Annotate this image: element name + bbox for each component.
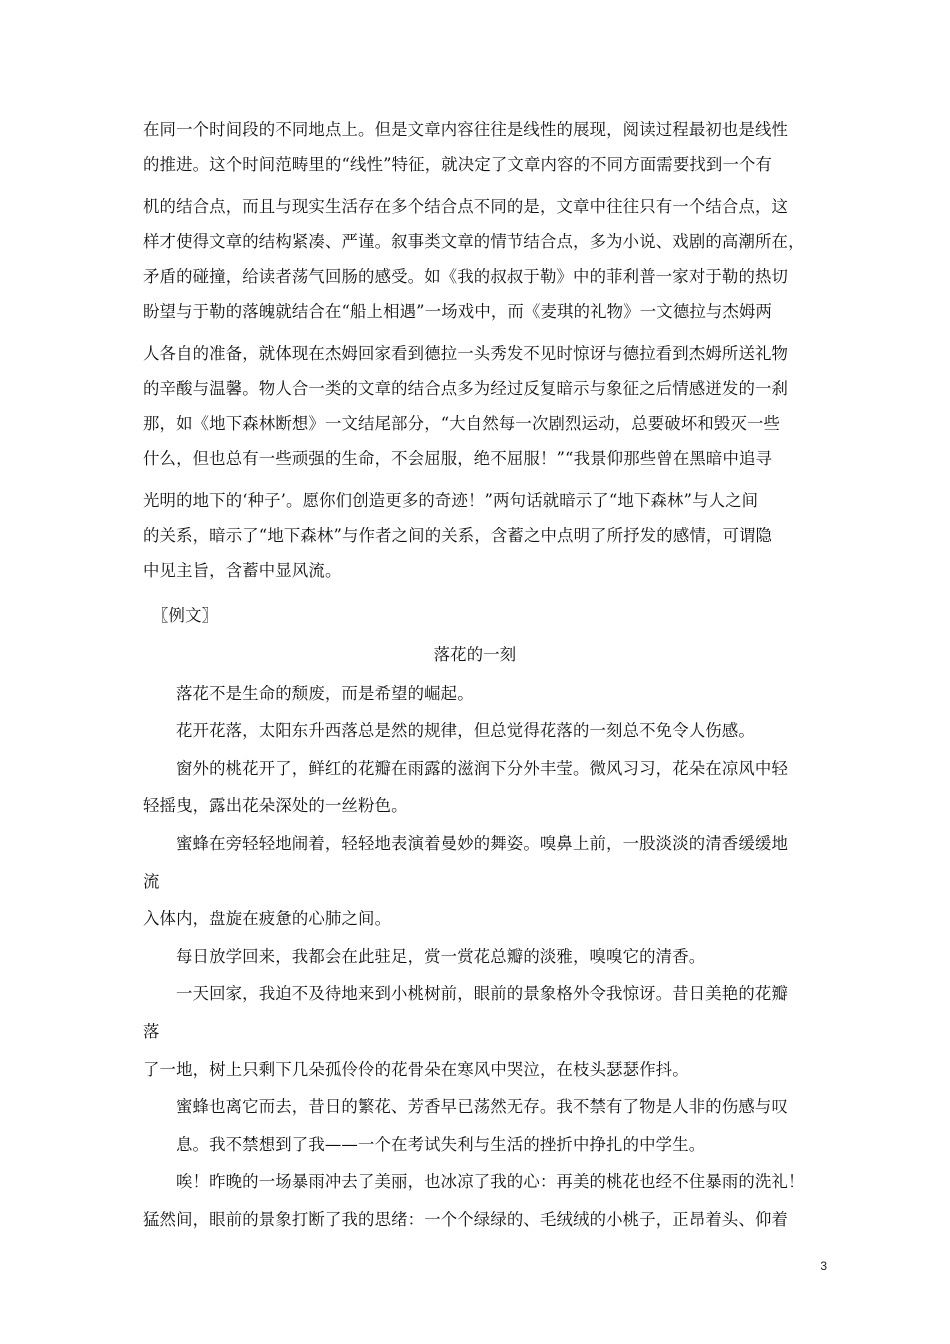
essay-line: 入体内，盘旋在疲惫的心肺之间。 [143,909,392,928]
essay-line: 一天回家，我迫不及待地来到小桃树前，眼前的景象格外令我惊讶。昔日美艳的花瓣 [176,984,789,1003]
essay-line: 窗外的桃花开了，鲜红的花瓣在雨露的滋润下分外丰莹。微风习习，花朵在凉风中轻 [176,759,789,778]
essay-line: 蜜蜂也离它而去，昔日的繁花、芳香早已荡然无存。我不禁有了物是人非的伤感与叹 [176,1097,789,1116]
essay-line: 息。我不禁想到了我——一个在考试失利与生活的挫折中挣扎的中学生。 [176,1135,706,1154]
paragraph-line: 盼望与于勒的落魄就结合在“船上相遇”一场戏中，而《麦琪的礼物》一文德拉与杰姆两 [143,302,773,321]
essay-title: 落花的一刻 [433,645,517,664]
paragraph-line: 的辛酸与温馨。物人合一类的文章的结合点多为经过反复暗示与象征之后情感迸发的一刹 [143,379,789,398]
paragraph-line: 的推进。这个时间范畴里的“线性”特征，就决定了文章内容的不同方面需要找到一个有 [143,155,773,174]
paragraph-line: 中见主旨，含蓄中显风流。 [143,561,342,580]
paragraph-line: 矛盾的碰撞，给读者荡气回肠的感受。如《我的叔叔于勒》中的菲利普一家对于勒的热切 [143,267,789,286]
paragraph-line: 那，如《地下森林断想》一文结尾部分，“大自然每一次剧烈运动，总要破坏和毁灭一些 [143,414,781,433]
essay-line: 每日放学回来，我都会在此驻足，赏一赏花总瓣的淡雅，嗅嗅它的清香。 [176,947,706,966]
essay-line: 花开花落，太阳东升西落总是然的规律，但总觉得花落的一刻总不免令人伤感。 [176,721,755,740]
essay-line: 了一地，树上只剩下几朵孤伶伶的花骨朵在寒风中哭泣，在枝头瑟瑟作抖。 [143,1060,689,1079]
essay-line: 蜜蜂在旁轻轻地闹着，轻轻地表演着曼妙的舞姿。嗅鼻上前，一股淡淡的清香缓缓地 [176,834,789,853]
essay-line: 流 [143,872,160,891]
paragraph-line: 人各自的准备，就体现在杰姆回家看到德拉一头秀发不见时惊讶与德拉看到杰姆所送礼物 [143,344,789,363]
paragraph-line: 机的结合点，而且与现实生活存在多个结合点不同的是，文章中往往只有一个结合点，这 [143,197,789,216]
example-label: 〖例文〗 [152,606,219,625]
essay-line: 落花不是生命的颓废，而是希望的崛起。 [176,684,474,703]
paragraph-line: 在同一个时间段的不同地点上。但是文章内容往往是线性的展现，阅读过程最初也是线性 [143,120,789,139]
essay-line: 唉！昨晚的一场暴雨冲去了美丽，也冰凉了我的心：再美的桃花也经不住暴雨的洗礼！ [176,1172,805,1191]
paragraph-line: 样才使得文章的结构紧凑、严谨。叙事类文章的情节结合点，多为小说、戏剧的高潮所在， [143,232,805,251]
essay-line: 轻摇曳，露出花朵深处的一丝粉色。 [143,796,408,815]
page-number: 3 [820,1259,827,1273]
essay-line: 猛然间，眼前的景象打断了我的思绪：一个个绿绿的、毛绒绒的小桃子，正昂着头、仰着 [143,1210,789,1229]
paragraph-line: 什么，但也总有一些顽强的生命，不会屈服，绝不屈服！”“我景仰那些曾在黑暗中追寻 [143,449,773,468]
essay-line: 落 [143,1022,160,1041]
paragraph-line: 光明的地下的‘种子’。愿你们创造更多的奇迹！”两句话就暗示了“地下森林”与人之间 [143,491,759,510]
paragraph-line: 的关系，暗示了“地下森林”与作者之间的关系，含蓄之中点明了所抒发的感情，可谓隐 [143,526,773,545]
